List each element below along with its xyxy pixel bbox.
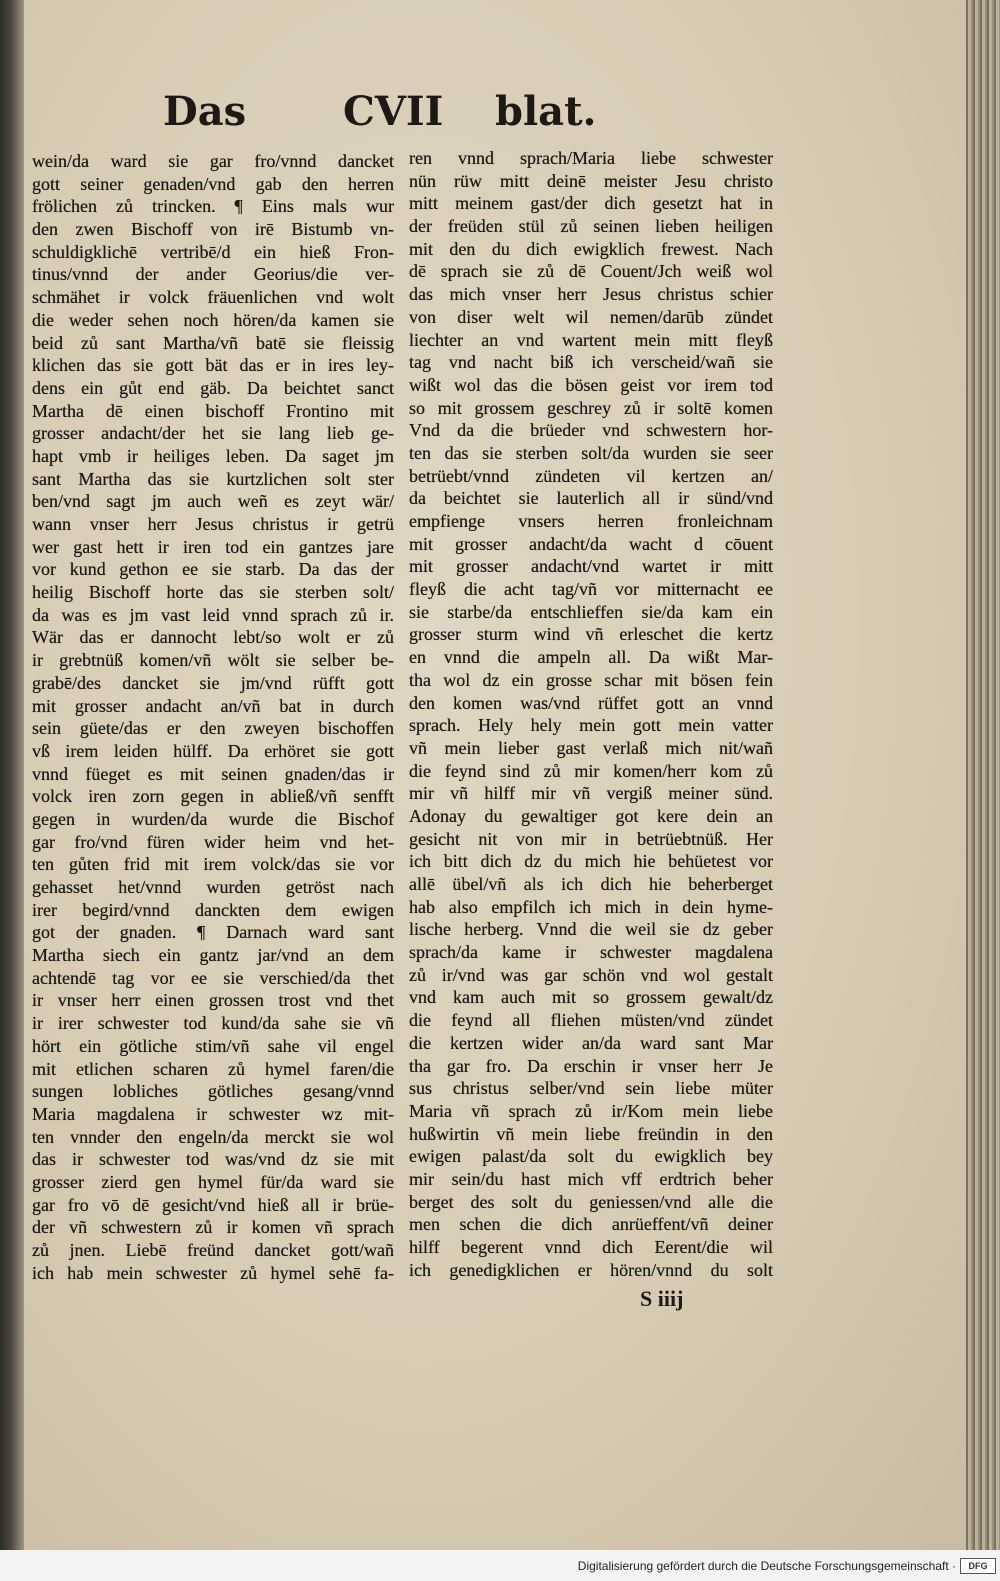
right-column-line: Adonay du gewaltiger got kere dein an <box>409 805 773 826</box>
right-column-line: en vnnd die ampeln all. Da wißt Mar- <box>409 647 773 668</box>
left-column-line: tinus/vnnd der ander Georius/die ver- <box>32 264 394 285</box>
left-column-line: grosser zierd gen hymel für/da ward sie <box>32 1171 394 1192</box>
left-column-line: Wär das er dannocht lebt/so wolt er zů <box>32 627 394 648</box>
left-column-line: irer begird/vnnd danckten dem ewigen <box>32 899 394 920</box>
left-column-line: zů jnen. Liebē freünd dancket gott/wañ <box>32 1240 394 1260</box>
right-column-line: mit grosser andacht/vnd wartet ir mitt <box>409 556 773 577</box>
left-column-line: vnnd füeget es mit seinen gnaden/das ir <box>32 763 394 784</box>
right-column-line: lische herberg. Vnnd die weil sie dz geber <box>409 919 773 940</box>
right-column-line: so mit grossem geschrey zů ir soltē komen <box>409 397 773 418</box>
right-column-line: gesicht nit von mir in betrüebtnüß. Her <box>409 828 773 849</box>
footer-credit-text: Digitalisierung gefördert durch die Deutsche Forschungsgemeinschaft · <box>577 1559 956 1573</box>
right-column-line: berget des solt du geniessen/vnd alle die <box>409 1191 773 1212</box>
left-column-line: den zwen Bischoff von irē Bistumb vn- <box>32 219 394 240</box>
dfg-logo: DFG <box>960 1558 996 1574</box>
right-column-line: Vnd da die brüeder vnd schwestern hor- <box>409 420 773 441</box>
right-column-line: tag vnd nacht biß ich verscheid/wañ sie <box>409 352 773 373</box>
right-column-line: vnd kam auch mit so grossem gewalt/dz <box>409 987 773 1008</box>
left-column-line: ir grebtnüß komen/vñ wölt sie selber be- <box>32 650 394 671</box>
left-column-line: mit grosser andacht an/vñ bat in durch <box>32 695 394 716</box>
right-column-line: wißt wol das die bösen geist vor irem tod <box>409 374 773 395</box>
left-column-line: grabē/des dancket sie jm/vnd rüfft gott <box>32 672 394 693</box>
left-column-line: wer gast hett ir iren tod ein gantzes jare <box>32 536 394 557</box>
right-column-line: men schen die dich anrüeffent/vñ deiner <box>409 1214 773 1235</box>
right-column-line: betrüebt/vnnd zündeten vil kertzen an/ <box>409 465 773 486</box>
right-column-line: ich bitt dich dz du mich hie behüetest vor <box>409 851 773 872</box>
right-column-line: allē übel/vñ als ich dich hie beherberget <box>409 874 773 894</box>
left-column-line: Maria magdalena ir schwester wz mit- <box>32 1103 394 1124</box>
left-column-line: die weder sehen noch hören/da kamen sie <box>32 309 394 330</box>
left-column-line: mit etlichen scharen zů hymel faren/die <box>32 1058 394 1079</box>
right-column-line: mit grosser andacht/da wacht d cōuent <box>409 533 773 554</box>
left-column-line: sant Martha das sie kurtzlichen solt ster <box>32 468 394 489</box>
signature-mark: S iiij <box>640 1286 684 1311</box>
right-column-line: von diser welt wil nemen/darūb zündet <box>409 306 773 327</box>
right-column-line: mitt meinem gast/der dich gesetzt hat in <box>409 193 773 214</box>
right-column-line: ewigen palast/da solt du ewigklich bey <box>409 1146 773 1167</box>
left-column-line: frölichen zů trincken. ¶ Eins mals wur <box>32 196 394 217</box>
left-column-line: gar fro/vnd füren wider heim vnd het- <box>32 831 394 852</box>
left-column-line: wann vnser herr Jesus christus ir getrü <box>32 514 394 534</box>
left-column-line: gott seiner genaden/vnd gab den herren <box>32 173 394 194</box>
right-column-line: mir vñ hilff mir vñ vergiß meiner sünd. <box>409 783 773 804</box>
right-column-line: die feynd sind zů mir komen/herr kom zů <box>409 760 773 781</box>
digitization-footer <box>0 1550 1000 1581</box>
right-column-line: sprach/da kame ir schwester magdalena <box>409 942 773 963</box>
page-edges <box>966 0 1000 1550</box>
left-column-line: got der gnaden. ¶ Darnach ward sant <box>32 922 394 943</box>
left-column-line: vß irem leiden hülff. Da erhöret sie gott <box>32 740 394 761</box>
left-column-line: hapt vmb ir heiliges leben. Da saget jm <box>32 445 394 466</box>
right-column-line: das mich vnser herr Jesus christus schier <box>409 284 773 305</box>
right-column-line: hußwirtin vñ mein liebe freündin in den <box>409 1123 773 1144</box>
left-column-line: Martha dē einen bischoff Frontino mit <box>32 400 394 421</box>
right-column-line: mir sein/du hast mich vff erdtrich beher <box>409 1168 773 1189</box>
right-column-line: die kertzen wider an/da ward sant Mar <box>409 1032 773 1053</box>
right-column-line: sus christus selber/vnd sein liebe müter <box>409 1078 773 1099</box>
right-column-line: tha gar fro. Da erschin ir vnser herr Je <box>409 1055 773 1076</box>
left-text-column <box>32 150 394 1284</box>
left-column-line: ir vnser herr einen grossen trost vnd thet <box>32 990 394 1011</box>
right-column-line: ten das sie sterben solt/da wurden sie seer <box>409 442 773 463</box>
left-column-line: das ir schwester tod was/vnd dz sie mit <box>32 1149 394 1170</box>
left-column-line: der vñ schwestern zů ir komen vñ sprach <box>32 1217 394 1238</box>
right-column-line: fleyß die acht tag/vñ vor mitternacht ee <box>409 579 773 600</box>
right-column-line: zů ir/vnd was gar schön vnd wol gestalt <box>409 964 773 985</box>
left-column-line: volck iren zorn gegen in abließ/vñ senfft <box>32 786 394 807</box>
left-column-line: gar fro vō dē gesicht/vnd hieß all ir brüe- <box>32 1194 394 1215</box>
left-column-line: schuldigklichē vertribē/d ein hieß Fron- <box>32 241 394 262</box>
left-column-line: Martha siech ein gantz jar/vnd an dem <box>32 945 394 966</box>
right-column-line: ich genedigklichen er hören/vnnd du solt <box>409 1259 773 1280</box>
right-column-line: hilff begerent vnnd dich Eerent/die wil <box>409 1237 773 1257</box>
right-column-line: da beichtet sie lauterlich all ir sünd/vnd <box>409 488 773 509</box>
left-column-line: heilig Bischoff horte das sie sterben solt/ <box>32 582 394 603</box>
right-column-line: sie starbe/da entschlieffen sie/da kam ein <box>409 601 773 622</box>
left-column-line: gegen in wurden/da wurde die Bischof <box>32 808 394 829</box>
left-column-line: hört ein götliche stim/vñ sahe vil engel <box>32 1035 394 1056</box>
right-column-line: empfienge vnsers herren fronleichnam <box>409 511 773 531</box>
left-column-line: sungen lobliches götliches gesang/vnnd <box>32 1081 394 1102</box>
right-column-line: mit den du dich ewigklich frewest. Nach <box>409 238 773 259</box>
left-column-line: wein/da ward sie gar fro/vnnd dancket <box>32 151 394 171</box>
left-column-line: dens ein gůt end gäb. Da beichtet sanct <box>32 377 394 398</box>
left-column-line: da was es jm vast leid vnnd sprach zů ir. <box>32 604 394 625</box>
right-column-line: tha wol dz ein grosse schar mit bösen fein <box>409 669 773 690</box>
right-column-line: die feynd all fliehen müsten/vnd zündet <box>409 1010 773 1031</box>
right-text-column <box>409 147 773 1281</box>
right-column-line: sprach. Hely hely mein gott mein vatter <box>409 715 773 736</box>
left-column-line: klichen das sie gott bät das er in ires ley- <box>32 355 394 376</box>
left-column-line: vor kund gethon ee sie starb. Da das der <box>32 559 394 580</box>
right-column-line: den komen was/vnd rüffet gott an vnnd <box>409 692 773 713</box>
left-column-line: ich hab mein schwester zů hymel sehē fa- <box>32 1262 394 1283</box>
running-head-left: Das <box>163 88 247 135</box>
left-column-line: ir irer schwester tod kund/da sahe sie vñ <box>32 1013 394 1034</box>
left-column-line: ben/vnd sagt jm auch weñ es zeyt wär/ <box>32 491 394 512</box>
left-column-line: achtendē tag vor ee sie verschied/da thet <box>32 967 394 988</box>
left-column-line: beid zů sant Martha/vñ batē sie fleissig <box>32 332 394 353</box>
left-column-line: grosser andacht/der het sie lang lieb ge- <box>32 423 394 444</box>
book-spine-gutter <box>0 0 24 1550</box>
right-column-line: vñ mein lieber gast verlaß mich nit/wañ <box>409 737 773 758</box>
left-column-line: ten vnnder den engeln/da merckt sie wol <box>32 1126 394 1147</box>
right-column-line: dē sprach sie zů dē Couent/Jch weiß wol <box>409 261 773 282</box>
right-column-line: nün rüw mitt deinē meister Jesu christo <box>409 170 773 191</box>
right-column-line: liechter an vnd wartent mein mitt fleyß <box>409 329 773 350</box>
running-head-right: blat. <box>495 88 597 135</box>
left-column-line: sein güete/das er den zweyen bischoffen <box>32 718 394 739</box>
left-column-line: schmähet ir volck fräuenlichen vnd wolt <box>32 287 394 308</box>
left-column-line: ten gůten frid mit irem volck/das sie vor <box>32 854 394 875</box>
right-column-line: Maria vñ sprach zů ir/Kom mein liebe <box>409 1100 773 1121</box>
right-column-line: grosser sturm wind vñ erleschet die kertz <box>409 624 773 645</box>
folio-number: CVII <box>343 88 444 135</box>
left-column-line: gehasset het/vnnd wurden getröst nach <box>32 877 394 897</box>
right-column-line: ren vnnd sprach/Maria liebe schwester <box>409 148 773 168</box>
right-column-line: der freüden stül zů seinen lieben heiligen <box>409 216 773 237</box>
right-column-line: hab also empfilch ich mich in dein hyme- <box>409 896 773 917</box>
